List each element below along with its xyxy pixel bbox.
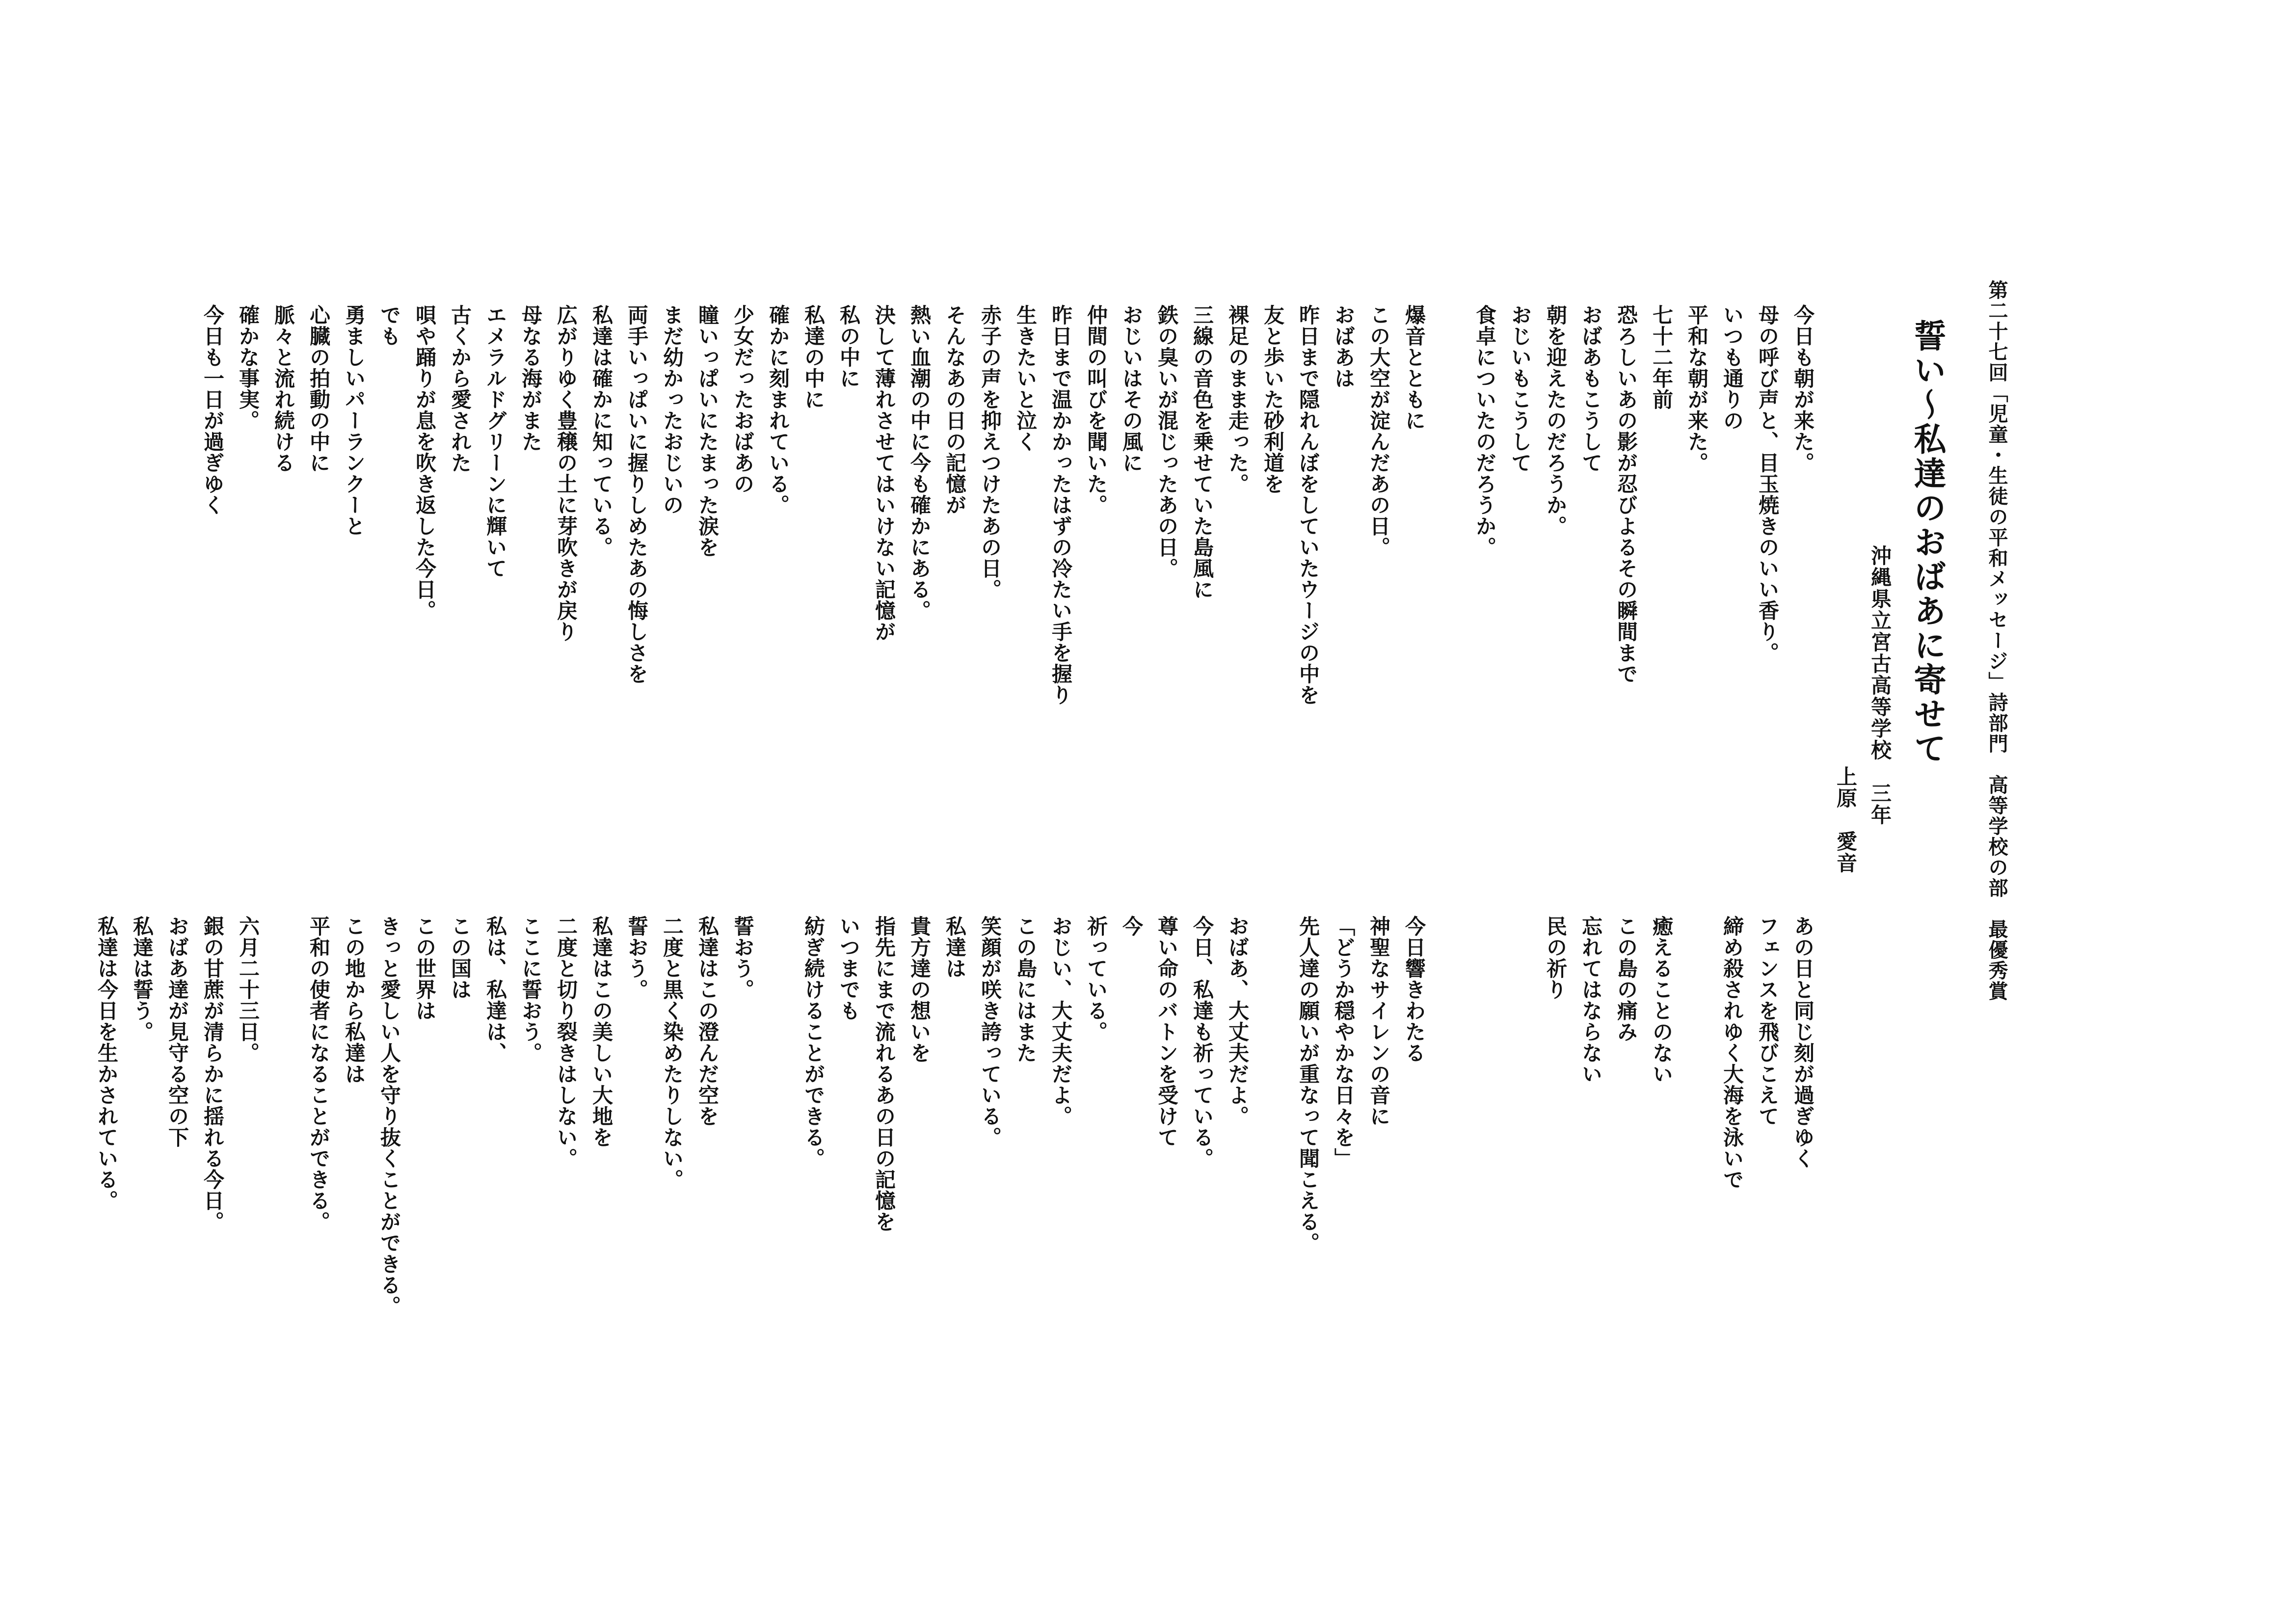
poem-line: 私達は今日を生かされている。 (95, 916, 119, 1211)
poem-line: 先人達の願いが重なって聞こえる。 (1296, 916, 1320, 1253)
poem-title: 誓い～私達のおばあに寄せて (1908, 319, 1947, 766)
poem-line: 六月二十三日。 (236, 916, 260, 1063)
poem-line: 締め殺されゆく大海を泳いで (1720, 916, 1744, 1190)
poem-line: 仲間の叫びを聞いた。 (1084, 304, 1108, 515)
poem-line: 朝を迎えたのだろうか。 (1544, 304, 1568, 537)
poem-line: 今日も一日が過ぎゆく (201, 304, 225, 515)
poem-line: 裸足のまま走った。 (1226, 304, 1250, 494)
poem-line: 決して薄れさせてはいけない記憶が (872, 304, 896, 642)
poem-line: 心臓の拍動の中に (307, 304, 331, 473)
poem-line: 恐ろしいあの影が忍びよるその瞬間まで (1614, 304, 1638, 684)
poem-line: 鉄の臭いが混じったあの日。 (1155, 304, 1179, 579)
poem-line: 私の中に (837, 304, 861, 389)
poem-line: 確かな事実。 (236, 304, 260, 431)
school-name: 沖縄県立宮古高等学校 三年 (1868, 545, 1892, 826)
poem-line: 母なる海がまた (519, 304, 543, 452)
poem-line: 紡ぎ続けることができる。 (801, 916, 826, 1169)
poem-line: 神聖なサイレンの音に (1367, 916, 1391, 1127)
poem-line: 広がりゆく豊穣の土に芽吹きが戻り (554, 304, 578, 642)
poem-line: 脈々と流れ続ける (271, 304, 295, 473)
poem-line: おじいもこうして (1508, 304, 1532, 473)
poem-line: 今日、私達も祈っている。 (1190, 916, 1214, 1169)
poem-line: 誓おう。 (731, 916, 755, 1000)
poem-line: フェンスを飛びこえて (1756, 916, 1780, 1127)
poem-line: 確かに刻まれている。 (766, 304, 790, 515)
poem-line: ここに誓おう。 (519, 916, 543, 1063)
poem-line: この島にはまた (1014, 916, 1038, 1063)
poem-line: 母の呼び声と、目玉焼きのいい香り。 (1756, 304, 1780, 663)
poem-line: 友と歩いた砂利道を (1261, 304, 1285, 494)
poem-line: 食卓についたのだろうか。 (1473, 304, 1497, 558)
poem-line: 私達はこの美しい大地を (589, 916, 614, 1148)
poem-line: まだ幼かったおじいの (660, 304, 684, 515)
poem-line: 私達はこの澄んだ空を (695, 916, 720, 1127)
poem-line: 熱い血潮の中に今も確かにある。 (908, 304, 932, 621)
poem-line: おじいはその風に (1120, 304, 1144, 473)
poem-line: 平和な朝が来た。 (1685, 304, 1709, 473)
poem-line: 赤子の声を抑えつけたあの日。 (978, 304, 1002, 600)
poem-line: 「どうか穏やかな日々を」 (1332, 916, 1356, 1169)
poem-line: そんなあの日の記憶が (943, 304, 967, 515)
poem-line: 祈っている。 (1084, 916, 1108, 1042)
poem-line: エメラルドグリーンに輝いて (483, 304, 507, 579)
poem-line: おばあは (1332, 304, 1356, 389)
poem-line: 尊い命のバトンを受けて (1155, 916, 1179, 1148)
poem-line: 私達は誓う。 (130, 916, 154, 1042)
poem-line: 私達は確かに知っている。 (589, 304, 614, 558)
poem-line: いつまでも (837, 916, 861, 1021)
poem-line: 今日響きわたる (1402, 916, 1426, 1063)
poem-line: この国は (448, 916, 472, 1000)
poem-line: 私は、私達は、 (483, 916, 507, 1063)
poem-line: 平和の使者になることができる。 (307, 916, 331, 1232)
poem-line: 笑顔が咲き誇っている。 (978, 916, 1002, 1148)
poem-line: 七十二年前 (1650, 304, 1674, 410)
poem-line: この地から私達は (342, 916, 366, 1084)
poem-line: 両手いっぱいに握りしめたあの悔しさを (625, 304, 649, 684)
poem-line: 誓おう。 (625, 916, 649, 1000)
poem-line: おばあ、大丈夫だよ。 (1226, 916, 1250, 1127)
poem-line: この島の痛み (1614, 916, 1638, 1042)
poem-line: 少女だったおばあの (731, 304, 755, 494)
poem-line: 私達は (943, 916, 967, 979)
poem-line: この世界は (413, 916, 437, 1021)
poem-line: 爆音とともに (1402, 304, 1426, 431)
poem-line: 指先にまで流れるあの日の記憶を (872, 916, 896, 1232)
poem-line: あの日と同じ刻が過ぎゆく (1791, 916, 1815, 1169)
poem-line: おばあ達が見守る空の下 (165, 916, 189, 1148)
poem-line: いつも通りの (1720, 304, 1744, 431)
poem-line: 三線の音色を乗せていた島風に (1190, 304, 1214, 600)
poem-line: 勇ましいパーランクーと (342, 304, 366, 537)
poem-line: 私達の中に (801, 304, 826, 410)
poem-line: 銀の甘蔗が清らかに揺れる今日。 (201, 916, 225, 1232)
poem-line: きっと愛しい人を守り抜くことができる。 (377, 916, 401, 1317)
poem-line: 二度と黒く染めたりしない。 (660, 916, 684, 1190)
author-name: 上原 愛音 (1834, 766, 1858, 874)
poem-line: おじい、大丈夫だよ。 (1049, 916, 1073, 1127)
poem-line: 古くから愛された (448, 304, 472, 473)
award-header: 第二十七回「児童・生徒の平和メッセージ」詩部門 高等学校の部 最優秀賞 (1985, 280, 2008, 1001)
poem-line: 癒えることのない (1650, 916, 1674, 1084)
poem-line: この大空が淀んだあの日。 (1367, 304, 1391, 558)
poem-line: 昨日まで温かかったはずの冷たい手を握り (1049, 304, 1073, 705)
poem-line: 忘れてはならない (1579, 916, 1603, 1084)
poem-line: 生きたいと泣く (1014, 304, 1038, 452)
poem-line: 唄や踊りが息を吹き返した今日。 (413, 304, 437, 621)
poem-line: 貴方達の想いを (908, 916, 932, 1063)
poem-line: 二度と切り裂きはしない。 (554, 916, 578, 1169)
poem-line: おばあもこうして (1579, 304, 1603, 473)
poem-line: 瞳いっぱいにたまった涙を (695, 304, 720, 558)
poem-line: 昨日まで隠れんぼをしていたウージの中を (1296, 304, 1320, 705)
poem-line: 民の祈り (1544, 916, 1568, 1000)
poem-line: でも (377, 304, 401, 347)
poem-line: 今日も朝が来た。 (1791, 304, 1815, 473)
poem-line: 今 (1120, 916, 1144, 937)
